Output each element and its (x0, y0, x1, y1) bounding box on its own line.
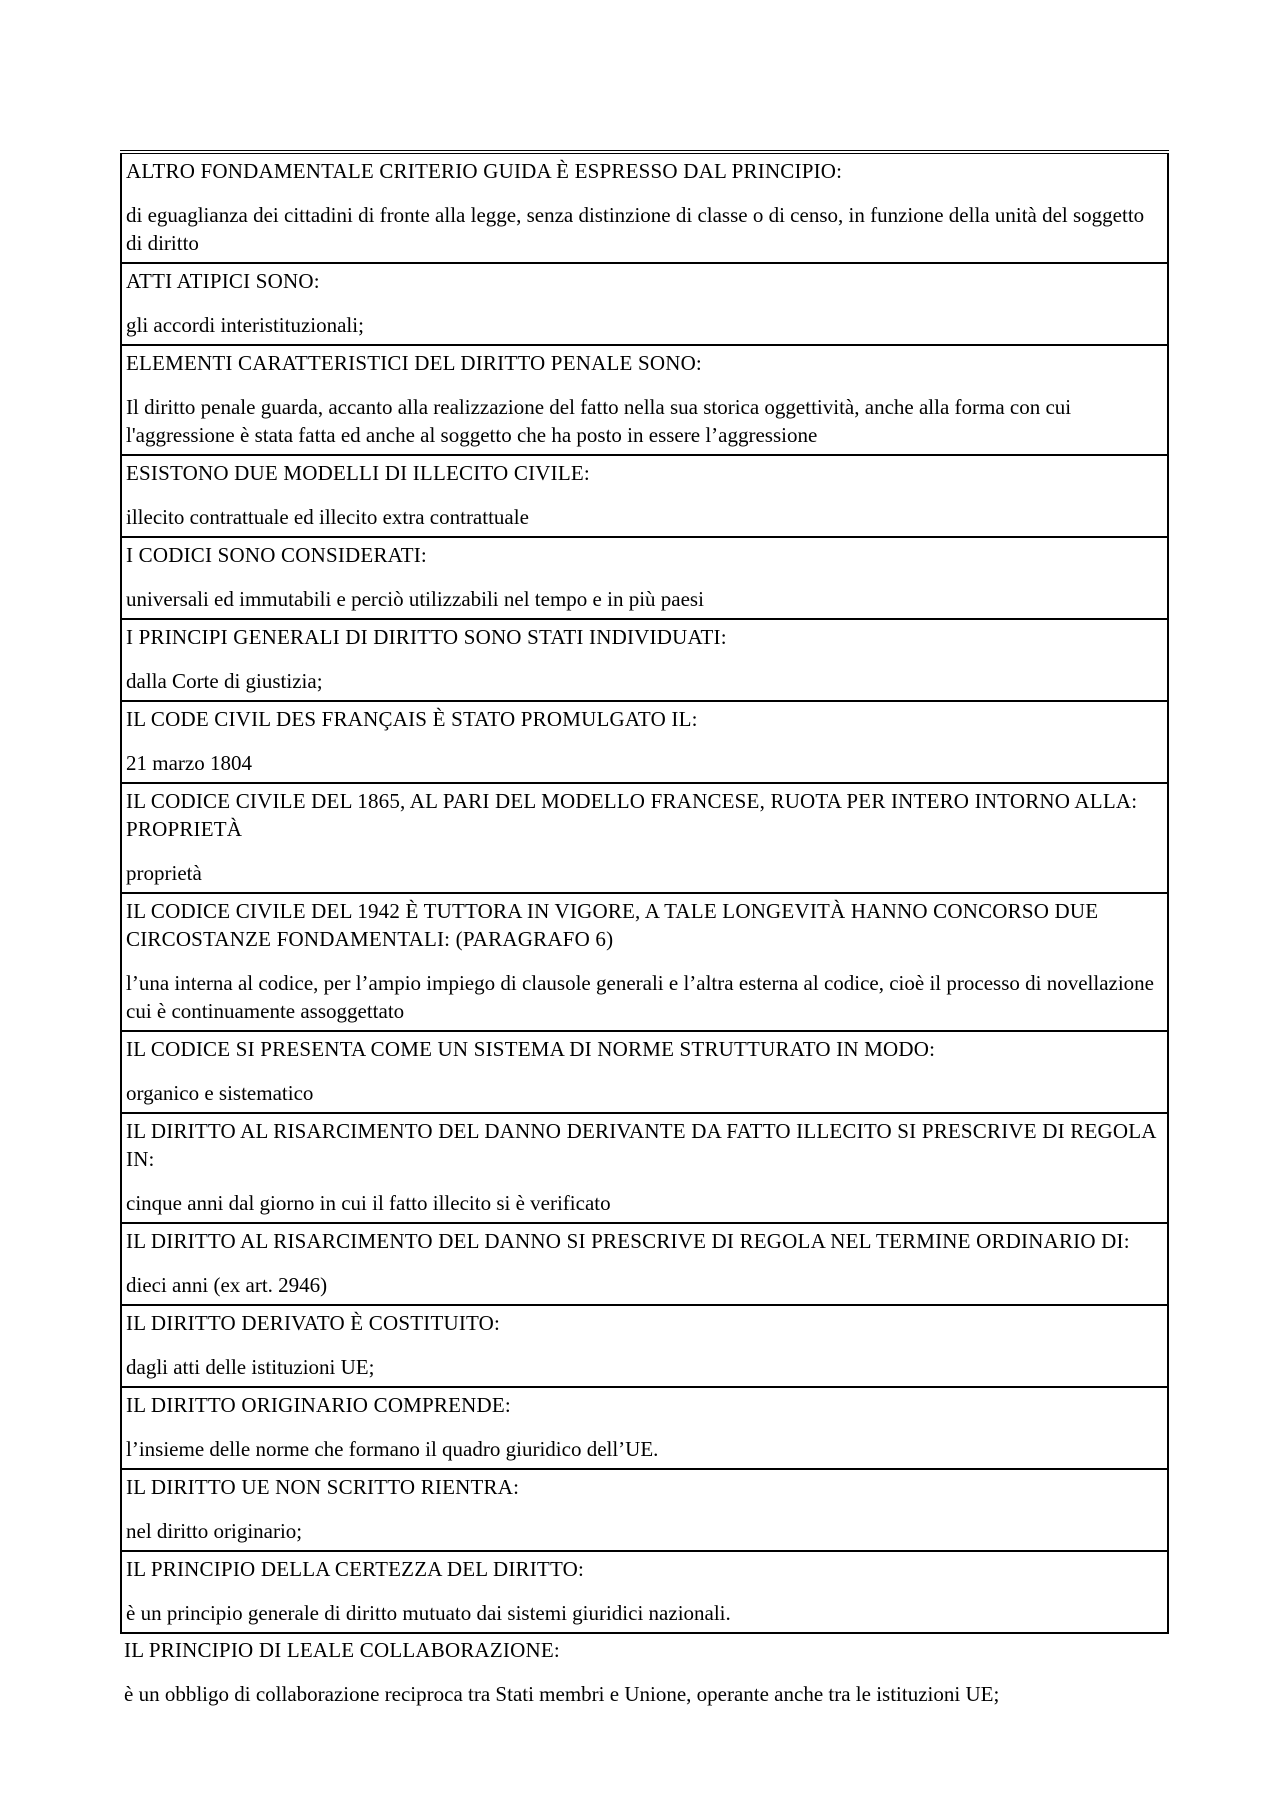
answer-text: dagli atti delle istituzioni UE; (126, 1355, 375, 1379)
table-row (121, 1223, 1168, 1305)
qa-cell (121, 1551, 1168, 1633)
table-row (121, 1551, 1168, 1633)
answer-text: l’una interna al codice, per l’ampio impiego di clausole generali e l’altra esterna al codice, cioè il processo di novellazione cui è continuamente assoggettato (126, 971, 1154, 1023)
qa-cell (121, 1387, 1168, 1469)
table-row (121, 1031, 1168, 1113)
question-text: I PRINCIPI GENERALI DI DIRITTO SONO STATI INDIVIDUATI: (126, 625, 727, 649)
table-row (121, 783, 1168, 893)
answer-text: nel diritto originario; (126, 1519, 303, 1543)
table-row (121, 537, 1168, 619)
qa-table (120, 150, 1169, 1634)
question-text: ELEMENTI CARATTERISTICI DEL DIRITTO PENALE SONO: (126, 351, 702, 375)
qa-cell (121, 152, 1168, 263)
question-text: IL DIRITTO ORIGINARIO COMPRENDE: (126, 1393, 511, 1417)
table-row (121, 893, 1168, 1031)
question-text: IL CODICE CIVILE DEL 1865, AL PARI DEL MODELLO FRANCESE, RUOTA PER INTERO INTORNO ALLA: PROPRIETÀ (126, 789, 1138, 841)
answer-text: è un obbligo di collaborazione reciproca tra Stati membri e Unione, operante anche tra le istituzioni UE; (124, 1682, 1000, 1706)
table-row (121, 455, 1168, 537)
question-text: ALTRO FONDAMENTALE CRITERIO GUIDA È ESPRESSO DAL PRINCIPIO: (126, 159, 843, 183)
qa-cell (121, 537, 1168, 619)
qa-table-body (121, 152, 1168, 1633)
question-text: ESISTONO DUE MODELLI DI ILLECITO CIVILE: (126, 461, 590, 485)
table-row (121, 1387, 1168, 1469)
answer-text: proprietà (126, 861, 202, 885)
answer-text: l’insieme delle norme che formano il quadro giuridico dell’UE. (126, 1437, 659, 1461)
question-text: IL DIRITTO UE NON SCRITTO RIENTRA: (126, 1475, 520, 1499)
table-row (121, 152, 1168, 263)
table-row (121, 263, 1168, 345)
document-page (120, 150, 1169, 1708)
table-row (121, 1113, 1168, 1223)
question-text: IL DIRITTO DERIVATO È COSTITUITO: (126, 1311, 501, 1335)
qa-cell (121, 1031, 1168, 1113)
answer-text: cinque anni dal giorno in cui il fatto illecito si è verificato (126, 1191, 611, 1215)
answer-text: dieci anni (ex art. 2946) (126, 1273, 328, 1297)
answer-text: 21 marzo 1804 (126, 751, 252, 775)
qa-cell (121, 619, 1168, 701)
question-text: IL DIRITTO AL RISARCIMENTO DEL DANNO DERIVANTE DA FATTO ILLECITO SI PRESCRIVE DI REGOLA IN: (126, 1119, 1156, 1171)
qa-cell (121, 263, 1168, 345)
answer-text: universali ed immutabili e perciò utilizzabili nel tempo e in più paesi (126, 587, 704, 611)
table-row (121, 345, 1168, 455)
answer-text: organico e sistematico (126, 1081, 314, 1105)
qa-cell (121, 345, 1168, 455)
answer-text: è un principio generale di diritto mutuato dai sistemi giuridici nazionali. (126, 1601, 731, 1625)
question-text: IL CODE CIVIL DES FRANÇAIS È STATO PROMULGATO IL: (126, 707, 698, 731)
question-text: IL PRINCIPIO DELLA CERTEZZA DEL DIRITTO: (126, 1557, 585, 1581)
question-text: IL DIRITTO AL RISARCIMENTO DEL DANNO SI PRESCRIVE DI REGOLA NEL TERMINE ORDINARIO DI: (126, 1229, 1130, 1253)
question-text: IL CODICE SI PRESENTA COME UN SISTEMA DI NORME STRUTTURATO IN MODO: (126, 1037, 936, 1061)
answer-text: di eguaglianza dei cittadini di fronte alla legge, senza distinzione di classe o di censo, in funzione della unità del soggetto di diritto (126, 203, 1145, 255)
trailing-entry (120, 1634, 1169, 1708)
question-text: IL PRINCIPIO DI LEALE COLLABORAZIONE: (124, 1638, 560, 1662)
question-text: ATTI ATIPICI SONO: (126, 269, 320, 293)
answer-text: illecito contrattuale ed illecito extra contrattuale (126, 505, 529, 529)
answer-text: Il diritto penale guarda, accanto alla realizzazione del fatto nella sua storica oggettività, anche alla forma con cui l'aggressione è stata fatta ed anche al soggetto che ha posto in essere l’aggressione (126, 395, 1072, 447)
qa-cell (121, 1469, 1168, 1551)
qa-cell (121, 783, 1168, 893)
qa-cell (121, 455, 1168, 537)
qa-cell (121, 1223, 1168, 1305)
table-row (121, 701, 1168, 783)
question-text: IL CODICE CIVILE DEL 1942 È TUTTORA IN VIGORE, A TALE LONGEVITÀ HANNO CONCORSO DUE CIRCOSTANZE FONDAMENTALI: (PARAGRAFO 6) (126, 899, 1099, 951)
table-row (121, 1305, 1168, 1387)
table-row (121, 1469, 1168, 1551)
qa-cell (121, 1113, 1168, 1223)
qa-cell (121, 893, 1168, 1031)
qa-cell (121, 1305, 1168, 1387)
question-text: I CODICI SONO CONSIDERATI: (126, 543, 427, 567)
answer-text: gli accordi interistituzionali; (126, 313, 364, 337)
qa-cell (121, 701, 1168, 783)
table-row (121, 619, 1168, 701)
answer-text: dalla Corte di giustizia; (126, 669, 323, 693)
